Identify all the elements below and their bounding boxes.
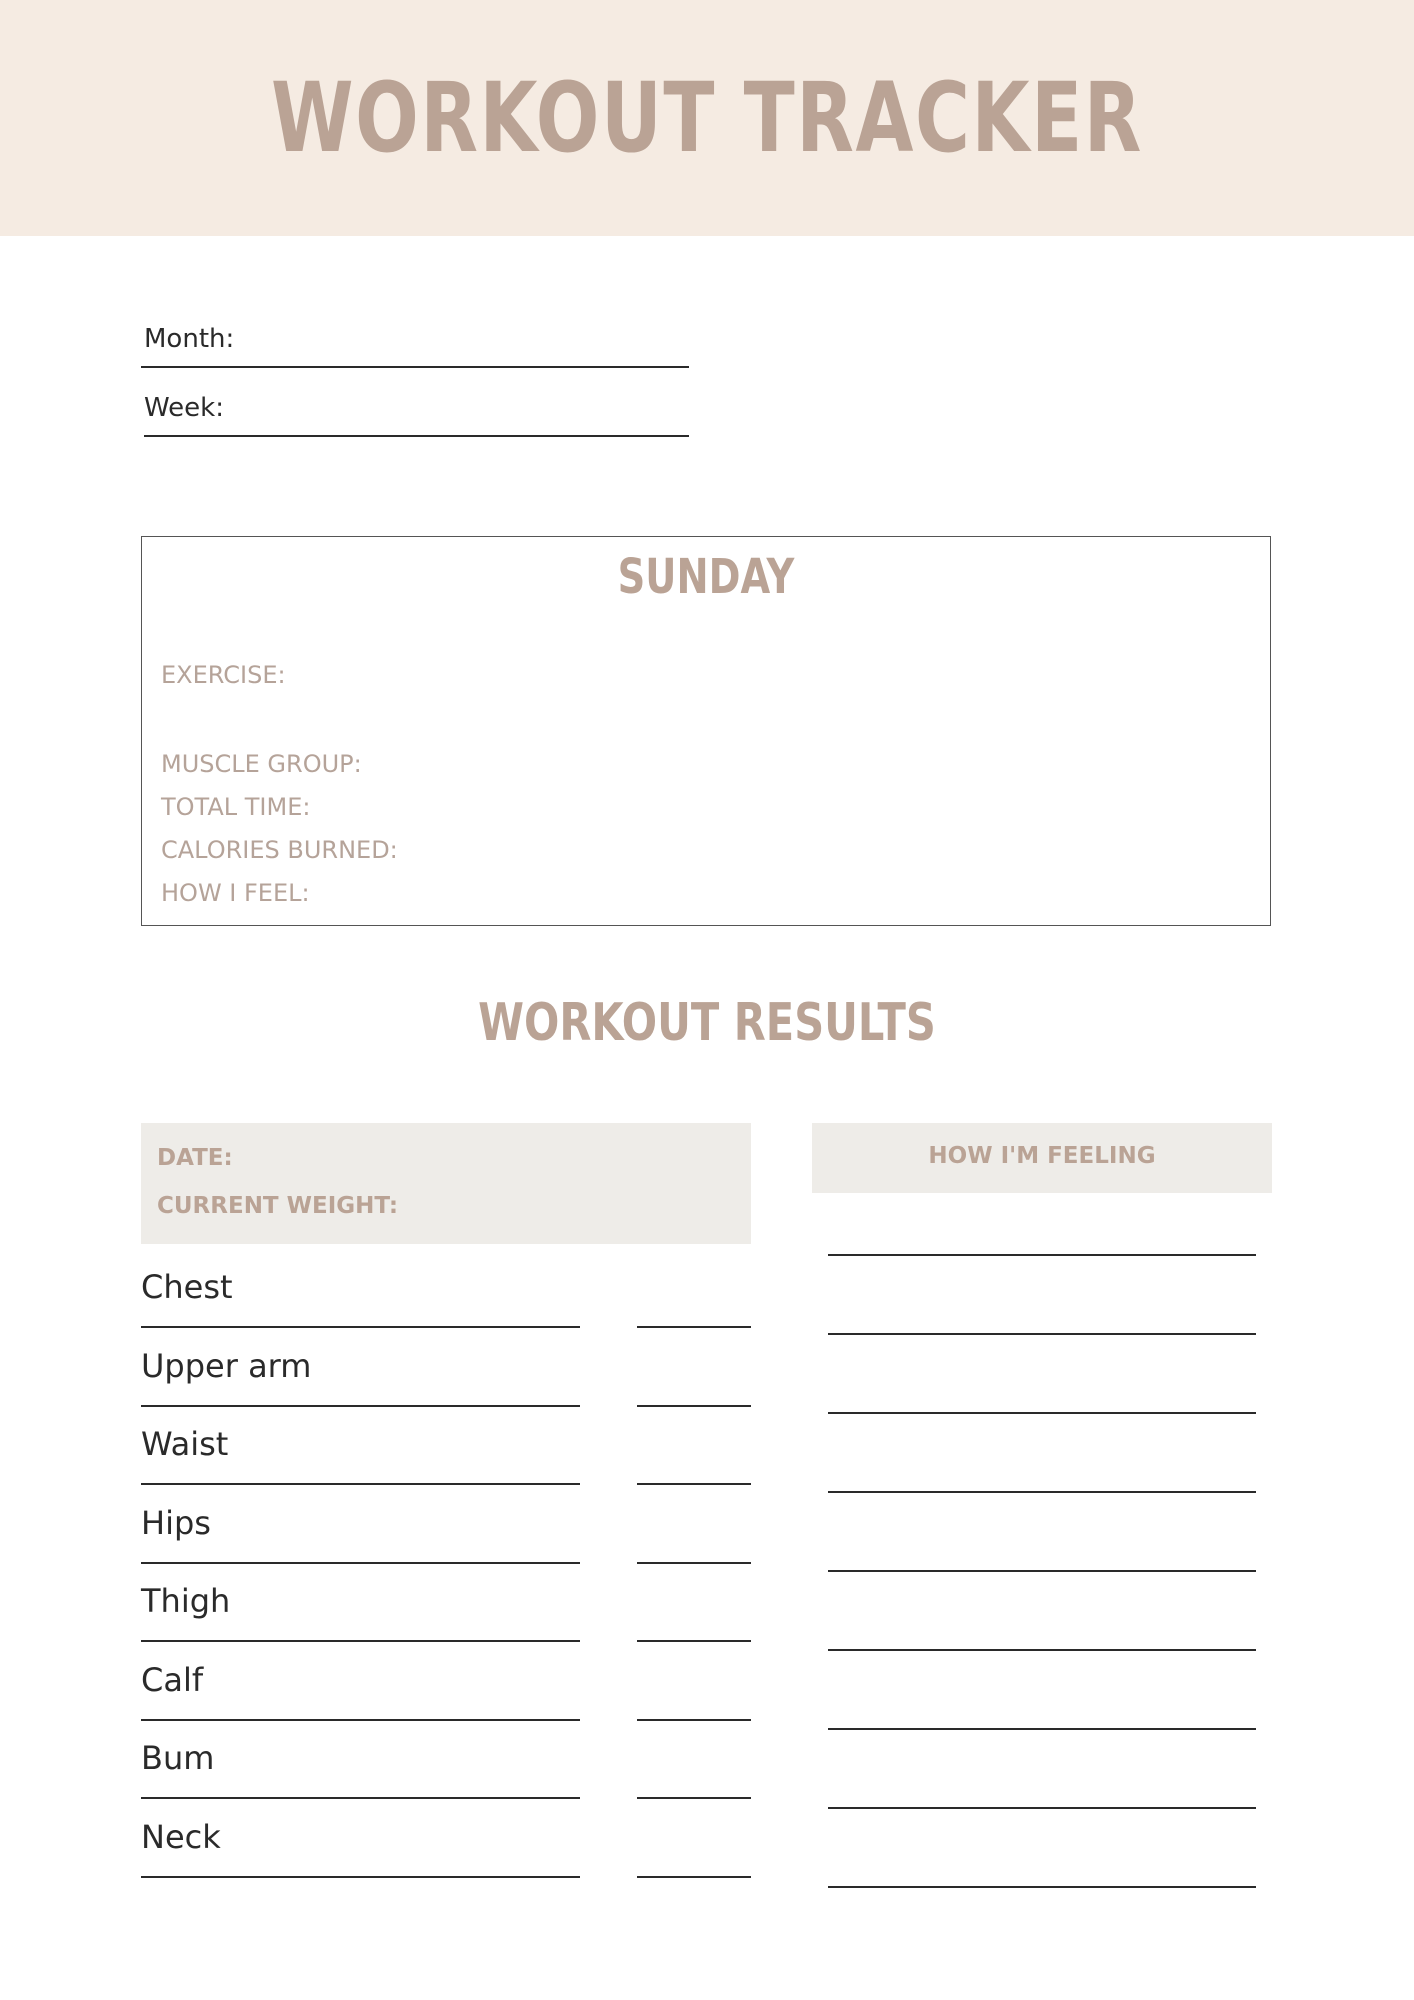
- feeling-input-line[interactable]: [828, 1333, 1256, 1335]
- header-banner: [0, 0, 1414, 236]
- results-title: WORKOUT RESULTS: [478, 993, 936, 1053]
- feeling-input-line[interactable]: [828, 1886, 1256, 1888]
- measurement-value-line[interactable]: [637, 1483, 751, 1485]
- measurement-label: Calf: [141, 1660, 204, 1699]
- measurement-input-line[interactable]: [141, 1405, 580, 1407]
- measurement-label: Thigh: [141, 1582, 231, 1620]
- feeling-input-line[interactable]: [828, 1412, 1256, 1414]
- how-i-feel-label: HOW I FEEL:: [161, 879, 310, 907]
- measurement-label: Chest: [141, 1268, 233, 1306]
- measurement-value-line[interactable]: [637, 1562, 751, 1564]
- measurement-label: Upper arm: [141, 1346, 312, 1385]
- month-input-line[interactable]: [141, 366, 689, 368]
- day-title: SUNDAY: [617, 549, 795, 605]
- measurement-value-line[interactable]: [637, 1876, 751, 1878]
- month-label: Month:: [144, 324, 235, 354]
- measurement-input-line[interactable]: [141, 1719, 580, 1721]
- current-weight-label: CURRENT WEIGHT:: [157, 1193, 399, 1219]
- measurement-label: Hips: [141, 1503, 211, 1542]
- page-title: WORKOUT TRACKER: [270, 62, 1144, 174]
- measurement-value-line[interactable]: [637, 1719, 751, 1721]
- feeling-box: [812, 1123, 1272, 1193]
- feeling-input-line[interactable]: [828, 1491, 1256, 1493]
- measurement-input-line[interactable]: [141, 1876, 580, 1878]
- total-time-label: TOTAL TIME:: [161, 793, 311, 821]
- measurement-value-line[interactable]: [637, 1640, 751, 1642]
- measurement-label: Bum: [141, 1739, 215, 1777]
- feeling-input-line[interactable]: [828, 1728, 1256, 1730]
- week-input-line[interactable]: [144, 435, 689, 437]
- measurement-input-line[interactable]: [141, 1326, 580, 1328]
- measurement-label: Waist: [141, 1425, 229, 1463]
- feeling-input-line[interactable]: [828, 1649, 1256, 1651]
- exercise-label: EXERCISE:: [161, 661, 286, 689]
- feeling-label: HOW I'M FEELING: [928, 1143, 1156, 1169]
- measurement-input-line[interactable]: [141, 1640, 580, 1642]
- measurement-input-line[interactable]: [141, 1797, 580, 1799]
- muscle-group-label: MUSCLE GROUP:: [161, 750, 362, 778]
- measurement-value-line[interactable]: [637, 1797, 751, 1799]
- day-card: [141, 536, 1271, 926]
- calories-burned-label: CALORIES BURNED:: [161, 836, 398, 864]
- date-weight-box: [141, 1123, 751, 1244]
- feeling-input-line[interactable]: [828, 1570, 1256, 1572]
- measurement-input-line[interactable]: [141, 1562, 580, 1564]
- measurement-label: Neck: [141, 1817, 221, 1856]
- week-label: Week:: [144, 393, 224, 423]
- measurement-value-line[interactable]: [637, 1405, 751, 1407]
- measurement-input-line[interactable]: [141, 1483, 580, 1485]
- feeling-input-line[interactable]: [828, 1807, 1256, 1809]
- measurement-value-line[interactable]: [637, 1326, 751, 1328]
- feeling-input-line[interactable]: [828, 1254, 1256, 1256]
- date-label: DATE:: [157, 1145, 233, 1171]
